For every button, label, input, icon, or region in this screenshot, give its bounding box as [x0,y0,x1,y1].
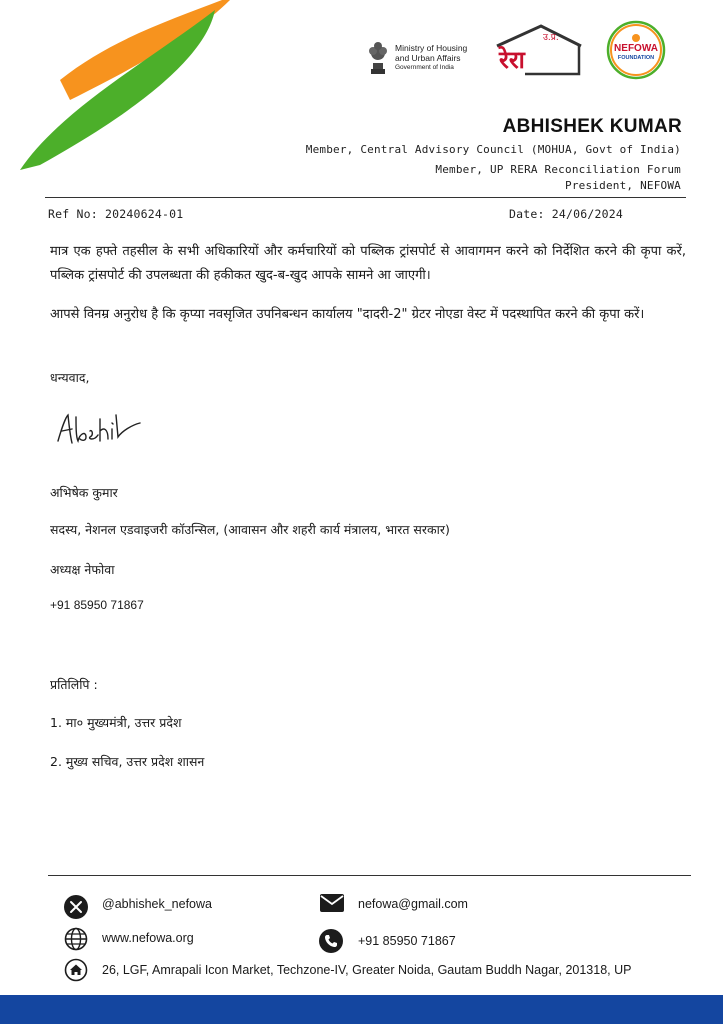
thanks-line: धन्यवाद, [50,370,90,385]
ministry-line3: Government of India [395,64,454,71]
signatory-president: अध्यक्ष नेफोवा [50,562,115,577]
designation-rera-forum: Member, UP RERA Reconciliation Forum [435,163,681,176]
website-link[interactable]: www.nefowa.org [102,931,194,945]
signatory-name: अभिषेक कुमार [50,485,118,500]
footer-blue-band [0,995,723,1024]
reference-number: Ref No: 20240624-01 [48,207,184,221]
rera-logo-text: रेरा [499,46,525,74]
home-address-icon [64,958,88,982]
nefowa-logo-text: NEFOWA [614,43,658,54]
copy-recipient-2: 2. मुख्य सचिव, उत्तर प्रदेश शासन [50,754,205,769]
ministry-line2: and Urban Affairs [395,53,461,63]
footer-divider [48,875,691,876]
ministry-logo [367,37,487,79]
tricolor-swoosh-decoration [0,0,230,175]
globe-icon [64,927,88,951]
nefowa-logo-sub: FOUNDATION [617,55,655,61]
up-rera-logo [495,22,585,78]
designation-central-advisory: Member, Central Advisory Council (MOHUA, Govt of India) [305,143,681,156]
header-divider [45,197,686,198]
handwritten-signature [52,407,142,449]
postal-address: 26, LGF, Amrapali Icon Market, Techzone-IV, Greater Noida, Gautam Buddh Nagar, 201318, UP [102,963,632,977]
phone-icon [319,929,343,953]
letter-date: Date: 24/06/2024 [509,207,623,221]
rera-logo-sup: उ.प्र. [543,33,559,43]
mail-icon [319,893,345,913]
ashoka-emblem-icon [367,39,389,77]
email-address[interactable]: nefowa@gmail.com [358,897,468,911]
copy-to-label: प्रतिलिपि : [50,677,98,692]
body-paragraph-1: मात्र एक हफ्ते तहसील के सभी अधिकारियों और कर्मचारियों को पब्लिक ट्रांसपोर्ट से आवागमन करने को निर्देशित करने की कृपा करें, पब्लिक ट्रांसपोर्ट की उपलब्धता की हकीकत खुद-ब-खुद आपके सामने आ जाएगी। [50,244,686,283]
footer-phone[interactable]: +91 85950 71867 [358,934,456,948]
twitter-handle[interactable]: @abhishek_nefowa [102,897,212,911]
nefowa-foundation-logo [606,20,666,80]
x-twitter-icon [64,895,88,919]
letterhead-name: ABHISHEK KUMAR [502,116,682,137]
body-paragraph-2: आपसे विनम्र अनुरोध है कि कृप्या नवसृजित उपनिबन्धन कार्यालय "दादरी-2" ग्रेटर नोएडा वेस्ट में पदस्थापित करने की कृपा करें। [50,307,645,322]
designation-president: President, NEFOWA [565,179,681,192]
signatory-phone: +91 85950 71867 [50,598,144,612]
signatory-member: सदस्य, नेशनल एडवाइजरी कॉउन्सिल, (आवासन और शहरी कार्य मंत्रालय, भारत सरकार) [50,522,450,537]
copy-recipient-1: 1. मा० मुख्यमंत्री, उत्तर प्रदेश [50,715,182,730]
ministry-line1: Ministry of Housing [395,43,468,53]
